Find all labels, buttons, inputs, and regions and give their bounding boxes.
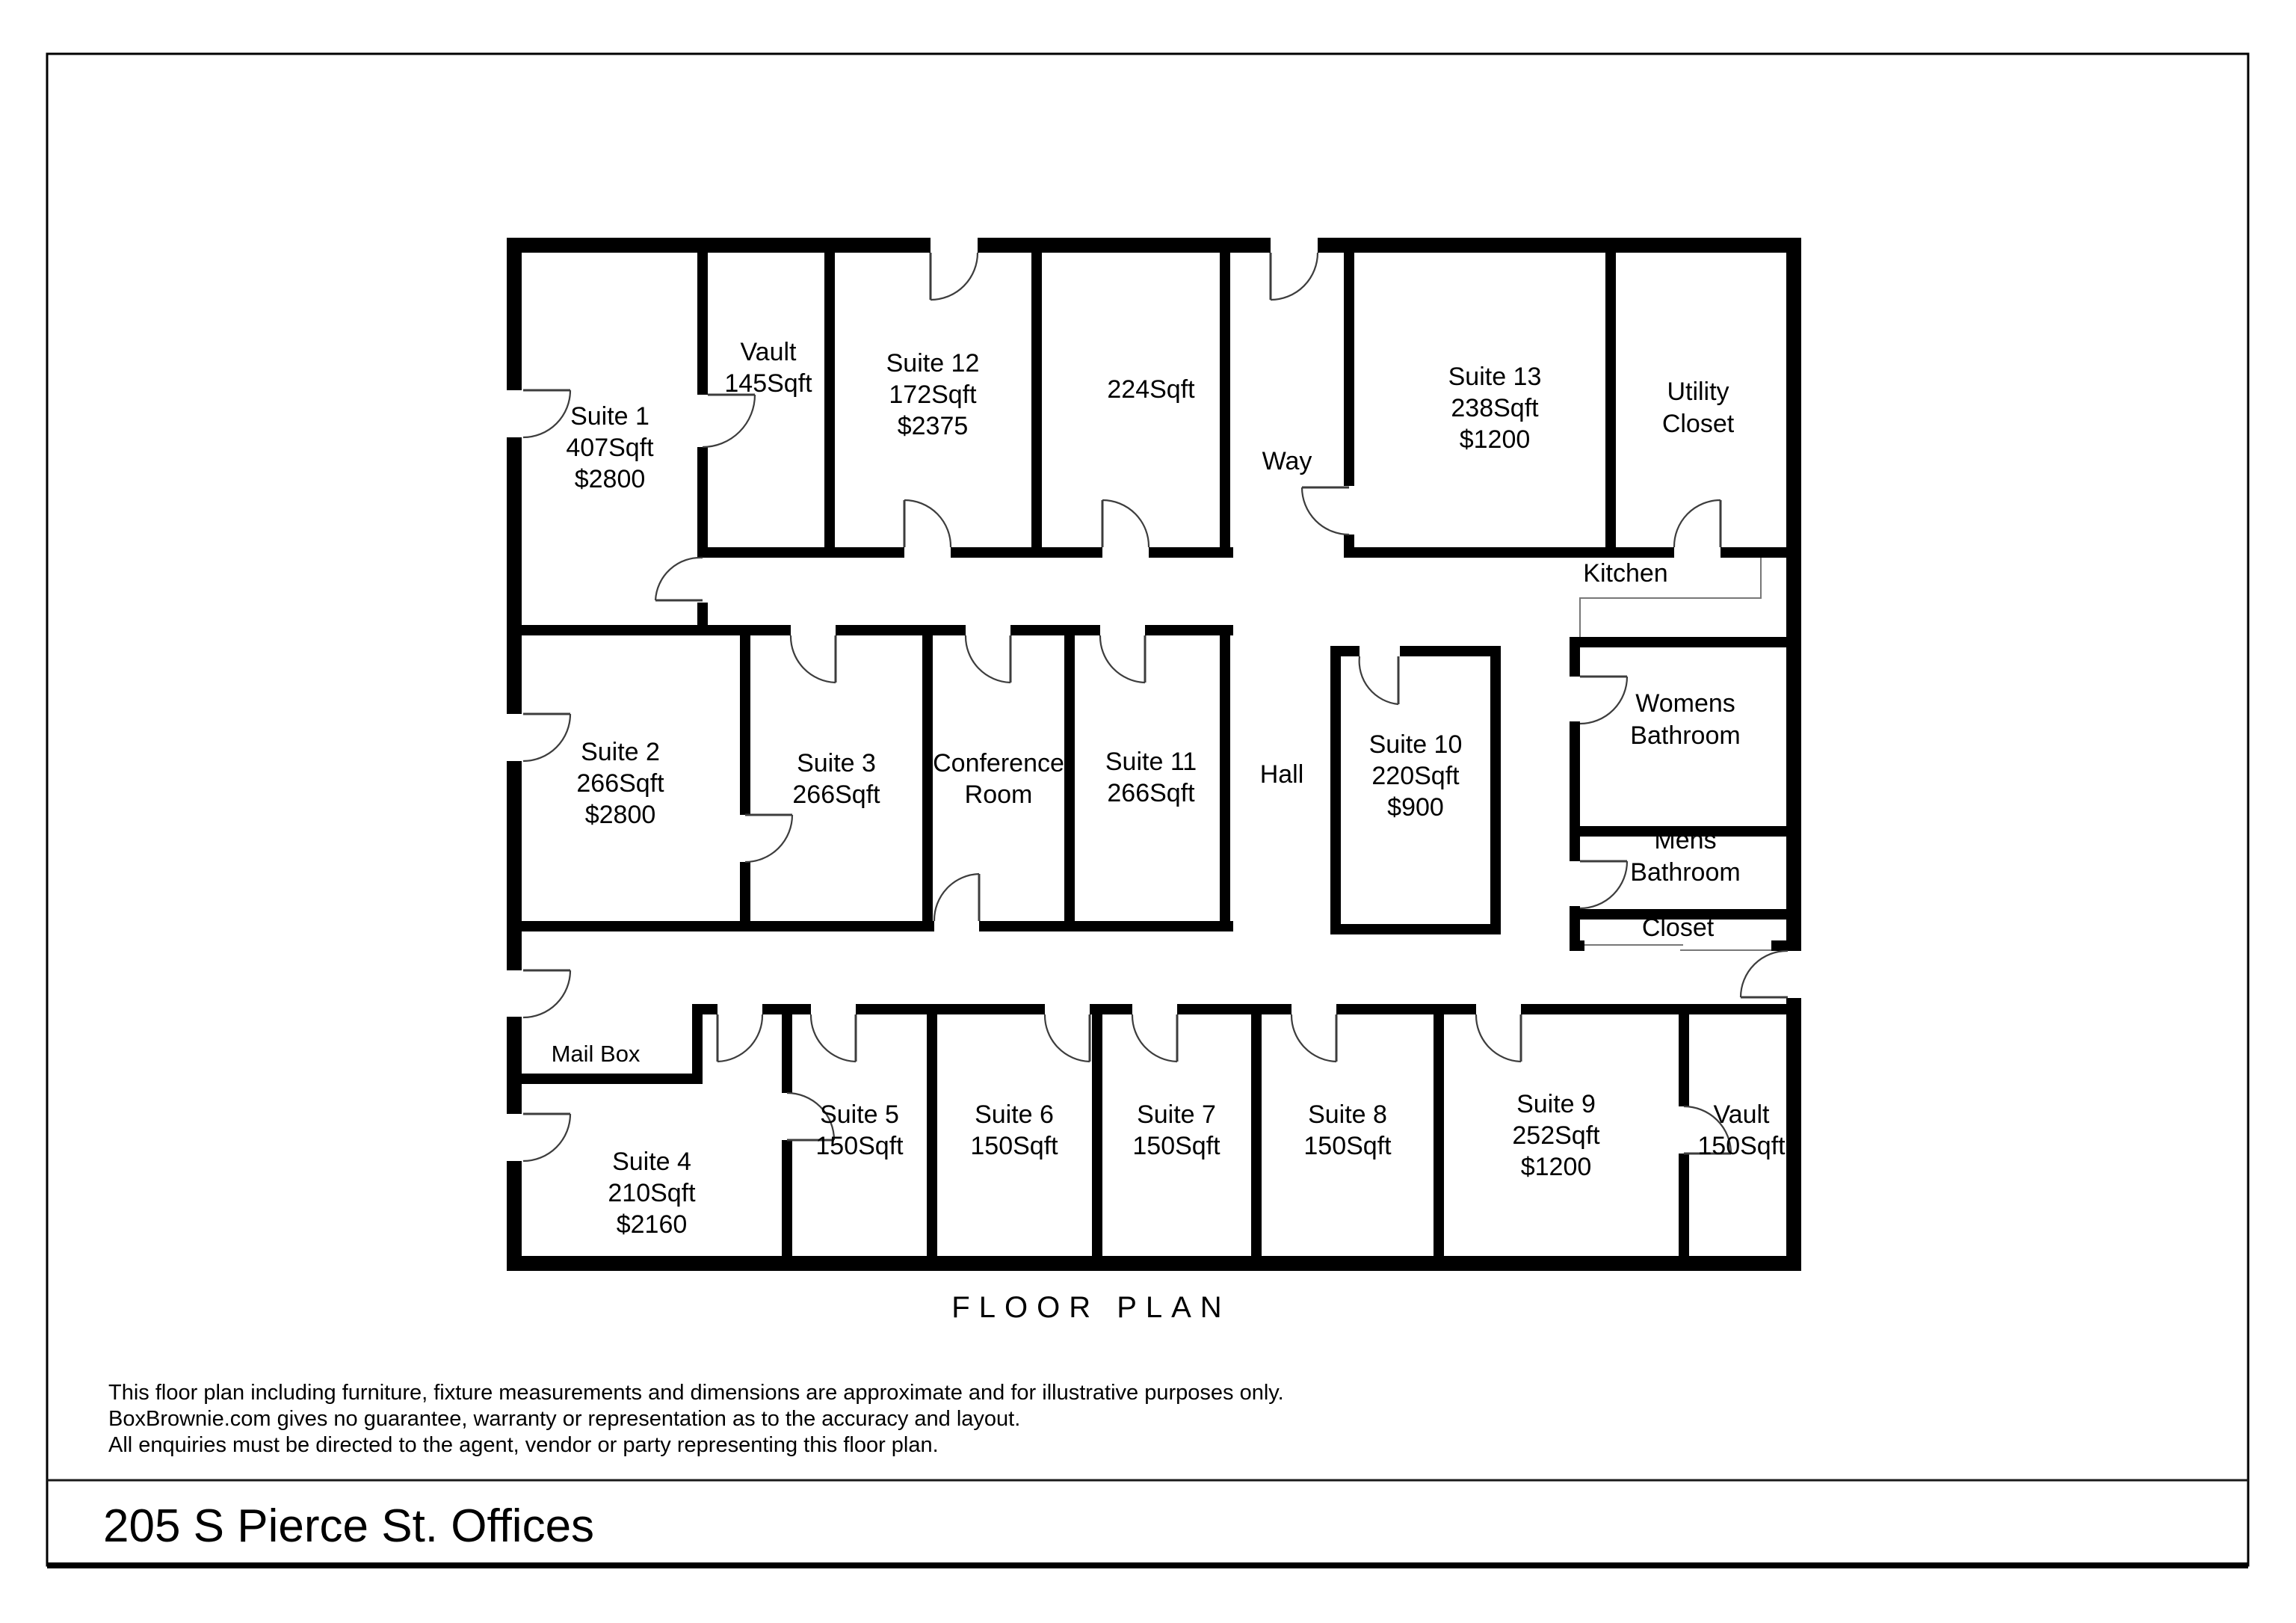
door-suite3-corridor-arc bbox=[791, 635, 836, 683]
label-suite13-name: Suite 13 bbox=[1448, 363, 1542, 391]
door-vault-top-arc bbox=[703, 395, 755, 447]
label-mailbox: Mail Box bbox=[551, 1041, 641, 1067]
label-way: Way bbox=[1262, 447, 1312, 475]
label-suite2-price: $2800 bbox=[584, 801, 656, 829]
label-mens-line2: Bathroom bbox=[1630, 858, 1741, 887]
label-suite12-name: Suite 12 bbox=[886, 349, 980, 378]
label-suite1-area: 407Sqft bbox=[566, 434, 654, 462]
label-suite10-area: 220Sqft bbox=[1371, 762, 1460, 790]
door-room224-corridor-arc bbox=[1102, 500, 1149, 547]
label-suite4-area: 210Sqft bbox=[608, 1179, 696, 1207]
label-suite3-area: 266Sqft bbox=[792, 780, 880, 809]
door-mens-bathroom-arc bbox=[1580, 861, 1627, 908]
door-suite1-exterior-arc bbox=[523, 390, 570, 437]
page-bottom-rule bbox=[47, 1562, 2248, 1568]
label-vault-bottom-area: 150Sqft bbox=[1697, 1132, 1786, 1160]
label-utility-line2: Closet bbox=[1661, 410, 1735, 438]
door-way-top-arc bbox=[1271, 253, 1318, 300]
label-womens-line1: Womens bbox=[1635, 689, 1735, 718]
door-suite2-suite3-arc bbox=[745, 815, 792, 862]
label-closet: Closet bbox=[1641, 914, 1715, 942]
label-vault-top-name: Vault bbox=[740, 338, 797, 366]
door-suite4-corridor-arc bbox=[718, 1014, 762, 1062]
label-suite11-name: Suite 11 bbox=[1105, 748, 1197, 776]
label-suite13-price: $1200 bbox=[1459, 425, 1531, 454]
label-kitchen: Kitchen bbox=[1583, 559, 1668, 588]
label-suite7-name: Suite 7 bbox=[1137, 1100, 1216, 1129]
label-suite1-name: Suite 1 bbox=[570, 402, 649, 431]
label-utility-line1: Utility bbox=[1667, 378, 1729, 406]
door-suite1-corridor-arc bbox=[655, 558, 703, 600]
label-suite7-area: 150Sqft bbox=[1132, 1132, 1220, 1160]
label-suite10-name: Suite 10 bbox=[1368, 730, 1463, 759]
door-conference-bottom-arc bbox=[934, 874, 979, 921]
label-suite2-area: 266Sqft bbox=[576, 769, 664, 798]
door-suite2-exterior-arc bbox=[523, 714, 570, 761]
label-suite12-price: $2375 bbox=[897, 412, 969, 440]
door-suite7-corridor-arc bbox=[1132, 1014, 1177, 1062]
door-utility-kitchen-arc bbox=[1674, 500, 1721, 547]
door-suite6-corridor-arc bbox=[1045, 1014, 1090, 1062]
label-suite1-price: $2800 bbox=[574, 465, 646, 493]
door-suite5-corridor-arc bbox=[811, 1014, 856, 1062]
room-labels bbox=[552, 338, 1786, 1239]
label-hall: Hall bbox=[1259, 760, 1304, 789]
label-suite8-area: 150Sqft bbox=[1303, 1132, 1392, 1160]
disclaimer-line-3: All enquiries must be directed to the agent, vendor or party representing this floor plan. bbox=[108, 1433, 939, 1457]
label-vault-bottom-name: Vault bbox=[1713, 1100, 1770, 1129]
door-suite10-arc bbox=[1360, 656, 1398, 704]
door-suite12-top-arc bbox=[931, 253, 978, 300]
label-conference-line1: Conference bbox=[933, 749, 1064, 777]
label-suite2-name: Suite 2 bbox=[581, 738, 660, 766]
label-suite8-name: Suite 8 bbox=[1308, 1100, 1387, 1129]
door-conference-corridor-arc bbox=[966, 635, 1010, 683]
door-suite8-corridor-arc bbox=[1292, 1014, 1336, 1062]
label-mens-line1: Mens bbox=[1654, 826, 1717, 854]
label-suite10-price: $900 bbox=[1387, 793, 1444, 822]
label-vault-top-area: 145Sqft bbox=[724, 369, 812, 398]
label-suite11-area: 266Sqft bbox=[1107, 779, 1195, 807]
page-border bbox=[47, 54, 2248, 1565]
label-suite5-name: Suite 5 bbox=[820, 1100, 899, 1129]
label-suite6-area: 150Sqft bbox=[970, 1132, 1058, 1160]
plan-caption: FLOOR PLAN bbox=[951, 1291, 1231, 1324]
door-suite11-corridor-arc bbox=[1100, 635, 1145, 683]
door-suite13-way-arc bbox=[1302, 487, 1349, 535]
label-suite4-name: Suite 4 bbox=[612, 1148, 691, 1176]
label-room224-area: 224Sqft bbox=[1107, 375, 1195, 404]
label-suite5-area: 150Sqft bbox=[815, 1132, 904, 1160]
label-suite3-name: Suite 3 bbox=[797, 749, 876, 777]
door-corridor-exterior-right-arc bbox=[1741, 951, 1788, 997]
disclaimer-block bbox=[108, 1381, 1284, 1457]
door-suite9-corridor-arc bbox=[1476, 1014, 1521, 1062]
door-corridor-exterior-left-arc bbox=[523, 970, 570, 1017]
closet-sliding-door bbox=[1584, 945, 1771, 950]
door-womens-bathroom-arc bbox=[1580, 677, 1627, 724]
disclaimer-line-2: BoxBrownie.com gives no guarantee, warranty or representation as to the accuracy and layout. bbox=[108, 1407, 1021, 1431]
label-suite13-area: 238Sqft bbox=[1451, 394, 1539, 422]
door-suite4-exterior-arc bbox=[523, 1114, 570, 1161]
label-suite9-area: 252Sqft bbox=[1512, 1121, 1600, 1150]
disclaimer-line-1: This floor plan including furniture, fixture measurements and dimensions are approximate and for illustrative purposes only. bbox=[108, 1381, 1284, 1405]
label-suite9-name: Suite 9 bbox=[1516, 1090, 1596, 1118]
label-suite4-price: $2160 bbox=[616, 1210, 688, 1239]
label-suite9-price: $1200 bbox=[1520, 1153, 1592, 1181]
page-title: 205 S Pierce St. Offices bbox=[103, 1500, 595, 1552]
label-womens-line2: Bathroom bbox=[1630, 721, 1741, 750]
label-conference-line2: Room bbox=[964, 780, 1033, 809]
door-suite12-corridor-arc bbox=[904, 500, 951, 547]
label-suite6-name: Suite 6 bbox=[975, 1100, 1054, 1129]
label-suite12-area: 172Sqft bbox=[889, 381, 977, 409]
